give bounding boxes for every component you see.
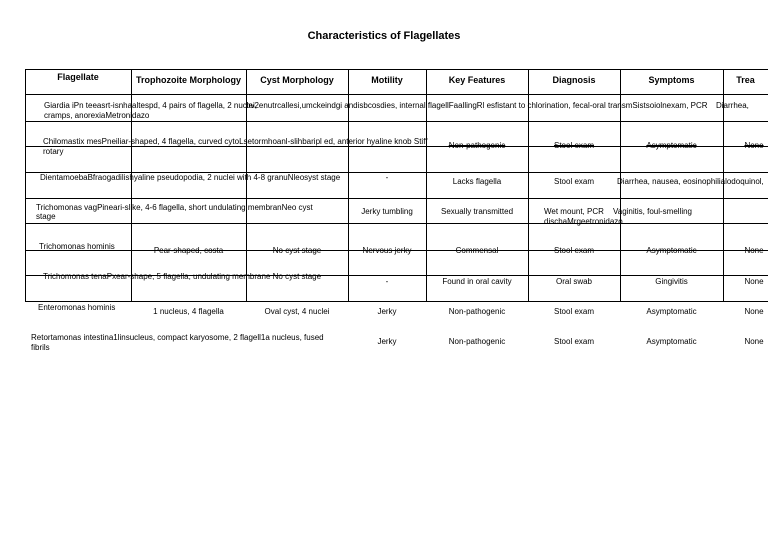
cell-treatment: None (744, 277, 764, 286)
cell-diagnosis-cont: dischaMrgeetronidazo (544, 217, 623, 226)
cell-key-features: Non-pathogenic (448, 337, 506, 346)
cell-key-features: Non-pathogenic (448, 141, 506, 150)
cell-diagnosis: Stool exam (553, 177, 595, 186)
cell-flagellate: Chilomastix mesPneiliar-shaped, 4 flagella, curved cytoLsetormhoanl-slihbaripl ed, anterior hyaline knob Stiff (43, 137, 428, 146)
cell-motility: Nervous jerky (362, 246, 412, 255)
cell-key-features: Non-pathogenic (448, 307, 506, 316)
cell-symptoms: Gingivitis (655, 277, 688, 286)
cell-flagellate: Enteromonas hominis (38, 303, 116, 312)
cell-symptoms: Diarrhea, nausea, eosinophilialodoquinol, (617, 177, 764, 186)
cell-flagellate: Giardia iPn teeasrt-isnhaaltespd, 4 pairs of flagella, 2 nuclei, (44, 101, 258, 110)
header-flagellate: Flagellate (57, 72, 99, 82)
cell-treatment: None (744, 307, 764, 316)
cell-key-features: Found in oral cavity (442, 277, 512, 286)
cell-motility: Jerky tumbling (361, 207, 413, 216)
cell-flagellate-cont: rotary (43, 147, 64, 156)
cell-key-features: Commensal (455, 246, 499, 255)
header-motility: Motility (371, 75, 403, 85)
cell-treatment: None (744, 141, 764, 150)
header-cyst-morphology: Cyst Morphology (260, 75, 334, 85)
cell-diagnosis: Oral swab (555, 277, 592, 286)
cell-diagnosis: Stool exam (553, 141, 595, 150)
cell-cyst: No cyst stage (272, 246, 322, 255)
header-key-features: Key Features (448, 75, 506, 85)
cell-symptoms: Asymptomatic (646, 337, 697, 346)
cell-motility: - (385, 173, 389, 182)
cell-motility: Jerky (377, 337, 397, 346)
cell-diagnosis: Stool exam (553, 246, 595, 255)
header-trophozoite-morphology: Trophozoite Morphology (136, 75, 241, 85)
cell-flagellate: DientamoebaBfraogadilishyaline pseudopodia, 2 nuclei with 4-8 granuNleosyst stage (40, 173, 341, 182)
cell-key-features: Sexually transmitted (440, 207, 514, 216)
cell-cyst: Oval cyst, 4 nuclei (264, 307, 330, 316)
cell-cyst: bv2enutrcallesi,umckeindgi andisbcosdies, internal flagellFaallingRl esfistant to chlorination, fecal-oral transmSistsoiolnexam, PCR (246, 101, 708, 110)
cell-motility: Jerky (377, 307, 397, 316)
cell-flagellate-cont: stage (36, 212, 56, 221)
cell-flagellate-cont: cramps, anorexiaMetronidazo (44, 111, 150, 120)
cell-flagellate-cont: fibrils (31, 343, 50, 352)
header-treatment: Trea (736, 75, 755, 85)
cell-key-features: Lacks flagella (452, 177, 502, 186)
cell-diagnosis: Wet mount, PCR (544, 207, 604, 216)
cell-symptoms: Vaginitis, foul-smelling (613, 207, 692, 216)
cell-diagnosis: Stool exam (553, 307, 595, 316)
cell-diagnosis: Stool exam (553, 337, 595, 346)
cell-trophozoite: Pear-shaped, costa (153, 246, 224, 255)
cell-motility: - (385, 277, 389, 286)
cell-symptoms: Asymptomatic (646, 307, 697, 316)
cell-symptoms: Asymptomatic (646, 141, 697, 150)
cell-flagellate: Trichomonas tenaPxear-shape, 5 flagella, undulating membrane No cyst stage (43, 272, 322, 281)
header-symptoms: Symptoms (648, 75, 695, 85)
document-title: Characteristics of Flagellates (307, 30, 461, 42)
cell-flagellate: Trichomonas hominis (39, 242, 115, 251)
cell-treatment: None (744, 337, 764, 346)
cell-trophozoite: 1 nucleus, 4 flagella (153, 307, 224, 316)
cell-flagellate: Retortamonas intestina1linsucleus, compact karyosome, 2 flagell1a nucleus, fused (31, 333, 324, 342)
cell-symptoms: Diarrhea, (716, 101, 749, 110)
cell-treatment: None (744, 246, 764, 255)
cell-symptoms: Asymptomatic (646, 246, 697, 255)
header-diagnosis: Diagnosis (552, 75, 596, 85)
cell-flagellate: Trichomonas vagPineari-slike, 4-6 flagella, short undulating membranNeo cyst (36, 203, 313, 212)
